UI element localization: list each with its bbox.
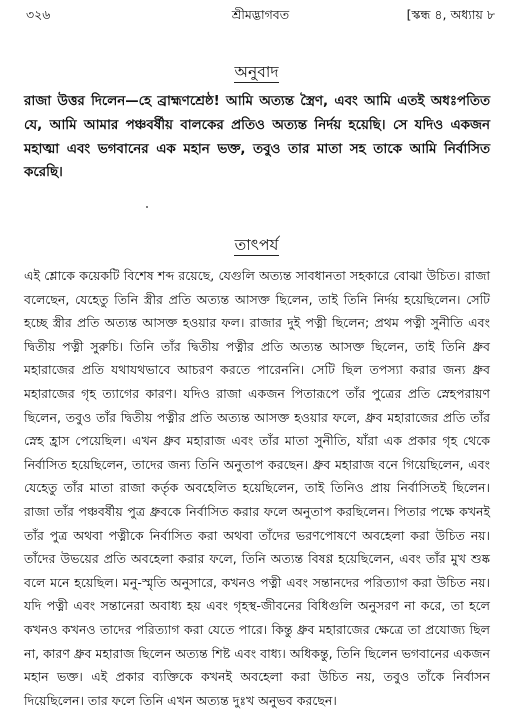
chapter-reference: [স্কন্ধ ৪, অধ্যায় ৮ xyxy=(406,7,495,22)
purport-paragraph: এই শ্লোকে কয়েকটি বিশেষ শব্দ রয়েছে, যেগুলি অত্যন্ত সাবধানতা সহকারে বোঝা উচিত। রাজা বলেছেন, যেহেতু তিনি স্ত্রীর প্রতি অত্যন্ত আসক্ত ছিলেন, তাই তিনি নির্দয় হয়েছিলেন। সেটি হচ্ছে স্ত্রীর প্রতি অত্যন্ত আসক্ত হওয়ার ফল। রাজার দুই পত্নী ছিলেন; প্রথম পত্নী সুনীতি এবং দ্বিতীয় পত্নী সুরুচি। তিনি তাঁর দ্বিতীয় পত্নীর প্রতি অত্যন্ত আসক্ত ছিলেন, তাই তিনি ধ্রুব মহারাজের প্রতি যথাযথভাবে আচরণ করতে পারেননি। সেটি ছিল তপস্যা করার জন্য ধ্রুব মহারাজের গৃহ ত্যাগের কারণ। যদিও রাজা একজন পিতারূপে তাঁর পুত্রের প্রতি স্নেহপরায়ণ ছিলেন, তবুও তাঁর দ্বিতীয় পত্নীর প্রতি অত্যন্ত আসক্ত হওয়ার ফলে, ধ্রুব মহারাজের প্রতি তাঁর স্নেহ হ্রাস পেয়েছিল। এখন ধ্রুব মহারাজ এবং তাঁর মাতা সুনীতি, যাঁরা এক প্রকার গৃহ থেকে নির্বাসিত হয়েছিলেন, তাদের জন্য তিনি অনুতাপ করছেন। ধ্রুব মহারাজ বনে গিয়েছিলেন, এবং যেহেতু তাঁর মাতা রাজা কর্তৃক অবহেলিত হয়েছিলেন, তাই তিনিও প্রায় নির্বাসিতই ছিলেন। রাজা তাঁর পঞ্চবর্ষীয় পুত্র ধ্রুবকে নির্বাসিত করার ফলে অনুতাপ করছিলেন। পিতার পক্ষে কখনই তাঁর পুত্র অথবা পত্নীকে নির্বাসিত করা অথবা তাঁদের ভরণপোষণে অবহেলা করা উচিত নয়। তাঁদের উভয়ের প্রতি অবহেলা করার ফলে, তিনি অত্যন্ত বিষণ্ণ হয়েছিলেন, এবং তাঁর মুখ শুষ্ক বলে মনে হয়েছিল। মনু-স্মৃতি অনুসারে, কখনও পত্নী এবং সন্তানদের পরিত্যাগ করা উচিত নয়। যদি পত্নী এবং সন্তানেরা অবাধ্য হয় এবং গৃহস্থ-জীবনের বিধিগুলি অনুসরণ না করে, তা হলে কখনও কখনও তাদের পরিত্যাগ করা যেতে পারে। কিন্তু ধ্রুব মহারাজের ক্ষেত্রে তা প্রযোজ্য ছিল না, কারণ ধ্রুব মহারাজ ছিলেন অত্যন্ত শিষ্ট এবং বাধ্য। অধিকন্তু, তিনি ছিলেন ভগবানের একজন মহান ভক্ত। এই প্রকার ব্যক্তিকে কখনই অবহেলা করা উচিত নয়, তবুও তাঁকে নির্বাসন দিয়েছিলেন। তার ফলে তিনি এখন অত্যন্ত দুঃখ অনুভব করছেন। xyxy=(24,268,490,708)
translation-paragraph: রাজা উত্তর দিলেন—হে ব্রাহ্মণশ্রেষ্ঠ! আমি অত্যন্ত স্ত্রৈণ, এবং আমি এতই অধঃপতিত যে, আমি আমার পঞ্চবর্ষীয় বালকের প্রতিও অত্যন্ত নির্দয় হয়েছি। সে যদিও একজন মহাত্মা এবং ভগবানের এক মহান ভক্ত, তবুও তার মাতা সহ তাকে আমি নির্বাসিত করেছি। xyxy=(24,94,490,181)
page-number: ৩২৬ xyxy=(26,7,51,22)
stray-mark xyxy=(146,206,148,208)
translation-heading-text: অনুবাদ xyxy=(234,63,279,81)
purport-heading-text: তাৎপর্য xyxy=(234,236,279,254)
purport-heading xyxy=(0,235,513,255)
book-title: শ্রীমদ্ভাগবত xyxy=(231,7,290,22)
running-header xyxy=(26,6,495,24)
translation-heading xyxy=(0,62,513,82)
